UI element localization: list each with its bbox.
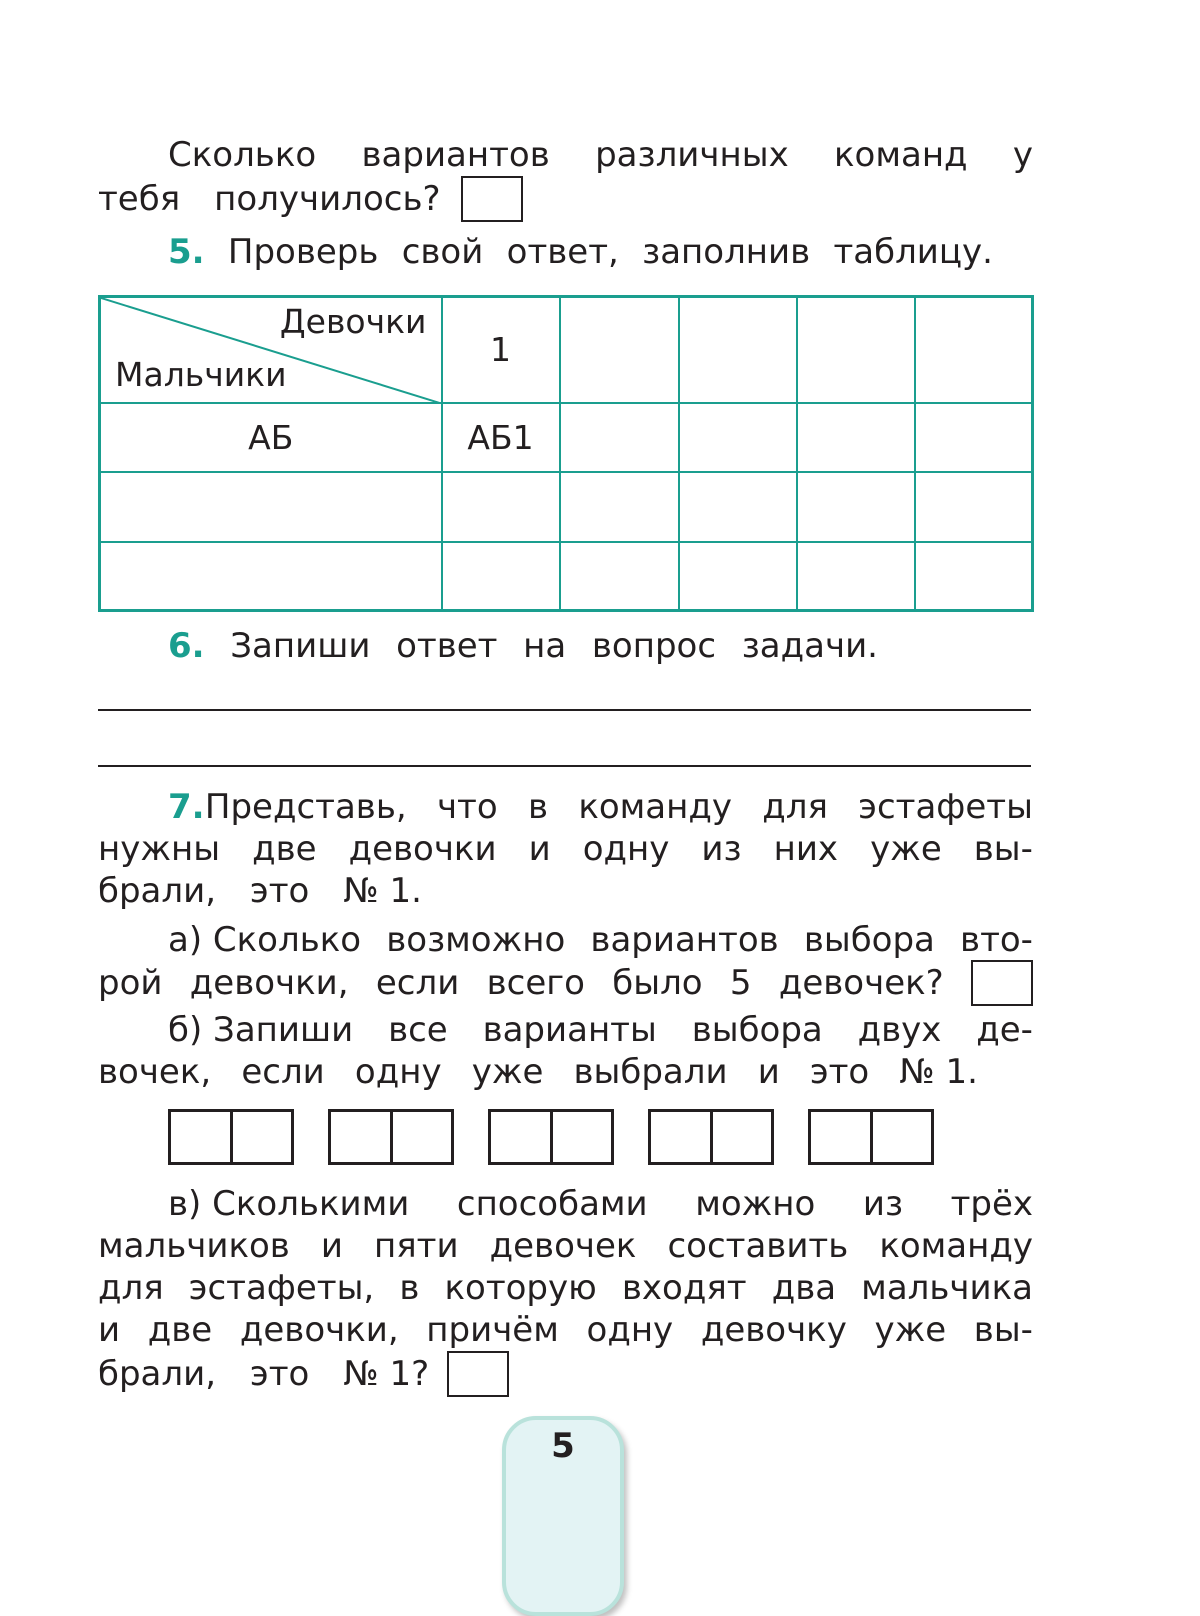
word: Проверь	[227, 232, 379, 272]
table-cell[interactable]	[442, 542, 560, 611]
word: вто-	[960, 920, 1033, 960]
word: 5	[729, 963, 752, 1003]
word: № 1.	[343, 871, 422, 911]
word: вы-	[973, 829, 1033, 869]
table-cell[interactable]	[442, 472, 560, 542]
word: выбрали	[573, 1052, 728, 1092]
word: способами	[456, 1184, 648, 1224]
table-row	[100, 542, 1033, 611]
word: это	[250, 871, 310, 911]
word: девочки,	[239, 1310, 399, 1350]
table-cell[interactable]	[100, 472, 442, 542]
word: де-	[976, 1010, 1033, 1050]
task7b-line-1	[98, 1009, 1033, 1051]
word: это	[250, 1354, 310, 1394]
table-cell[interactable]	[797, 542, 915, 611]
word: уже	[874, 1310, 947, 1350]
word: на	[523, 626, 567, 666]
task6-line	[98, 625, 878, 667]
table-cell[interactable]	[915, 542, 1033, 611]
word: команд	[834, 135, 968, 175]
word: Представь,	[204, 787, 407, 827]
word: а) Сколько	[168, 920, 362, 960]
word: задачи.	[741, 626, 878, 666]
word: что	[436, 787, 498, 827]
table-header-cell[interactable]	[797, 297, 915, 403]
word: одну	[586, 1310, 674, 1350]
word: это	[809, 1052, 870, 1092]
word: № 1.	[899, 1052, 978, 1092]
word: из	[701, 829, 742, 869]
answer-box-teams[interactable]	[447, 1351, 509, 1397]
word: вариантов	[590, 920, 779, 960]
task7-line-1	[98, 786, 1033, 828]
page-number-tab	[502, 1416, 624, 1616]
word: для	[762, 787, 828, 827]
table-header-cell[interactable]	[679, 297, 797, 403]
word: вариантов	[361, 135, 550, 175]
pair-box[interactable]	[328, 1109, 454, 1165]
table-cell[interactable]	[560, 542, 679, 611]
task7c-line-3	[98, 1267, 1033, 1309]
task7c-line-1	[98, 1183, 1033, 1225]
word: причём	[426, 1310, 559, 1350]
page-number: 5	[551, 1426, 575, 1466]
word: вочек,	[98, 1052, 212, 1092]
word: различных	[595, 135, 789, 175]
word: если	[241, 1052, 325, 1092]
word: два	[771, 1268, 837, 1308]
word: всего	[486, 963, 585, 1003]
word: мальчика	[861, 1268, 1033, 1308]
word: ответ	[396, 626, 498, 666]
word: команду	[879, 1226, 1033, 1266]
word: одну	[582, 829, 670, 869]
word: можно	[695, 1184, 816, 1224]
table-header-cell[interactable]: 1	[442, 297, 560, 403]
table-cell[interactable]: АБ	[100, 403, 442, 472]
word: них	[773, 829, 839, 869]
table-header-cell[interactable]	[915, 297, 1033, 403]
table-corner-cell	[100, 297, 442, 403]
word: Сколько	[168, 135, 317, 175]
word: эстафеты	[858, 787, 1033, 827]
task6-number: 6.	[168, 626, 205, 666]
task7-line-3	[98, 870, 1033, 912]
word: и	[757, 1052, 780, 1092]
word: заполнив	[642, 232, 811, 272]
word: входят	[621, 1268, 747, 1308]
word: в	[527, 787, 549, 827]
word: эстафеты,	[188, 1268, 375, 1308]
word: составить	[667, 1226, 849, 1266]
word: выбора	[691, 1010, 823, 1050]
word: девочку	[700, 1310, 847, 1350]
table-cell[interactable]	[679, 542, 797, 611]
task7-line-2	[98, 828, 1033, 870]
table-header-row	[100, 297, 1033, 403]
intro-line-2	[98, 176, 1033, 222]
task7c-line-2	[98, 1225, 1033, 1267]
word: б) Запиши	[168, 1010, 354, 1050]
table-cell[interactable]	[797, 472, 915, 542]
table-cell[interactable]: АБ1	[442, 403, 560, 472]
word: если	[375, 963, 460, 1003]
word: и	[98, 1310, 121, 1350]
word: которую	[444, 1268, 597, 1308]
word: из	[862, 1184, 904, 1224]
table-header-cell[interactable]	[560, 297, 679, 403]
word: и	[528, 829, 551, 869]
word: брали,	[98, 871, 217, 911]
table-cell[interactable]	[679, 403, 797, 472]
answer-write-line[interactable]	[98, 765, 1031, 767]
task5-line	[98, 231, 993, 273]
task7a-line-2	[98, 960, 1033, 1006]
word: девочек?	[778, 963, 944, 1003]
word: рой	[98, 963, 163, 1003]
word: в) Сколькими	[168, 1184, 410, 1224]
word: мальчиков	[98, 1226, 290, 1266]
task7-number: 7.	[168, 787, 205, 827]
word: нужны	[98, 829, 221, 869]
word: вы-	[973, 1310, 1033, 1350]
table-cell[interactable]	[915, 403, 1033, 472]
table-cell[interactable]	[560, 472, 679, 542]
word: команду	[578, 787, 732, 827]
intro-line-1	[98, 134, 1033, 176]
word: двух	[857, 1010, 942, 1050]
check-table	[98, 295, 1034, 612]
pair-box[interactable]	[808, 1109, 934, 1165]
corner-label-girls: Девочки	[279, 302, 427, 341]
word: девочки,	[189, 963, 349, 1003]
word: и	[320, 1226, 343, 1266]
word: девочек	[489, 1226, 637, 1266]
word: одну	[354, 1052, 442, 1092]
word: ответ,	[506, 232, 619, 272]
pair-box[interactable]	[168, 1109, 294, 1165]
word: уже	[471, 1052, 544, 1092]
word: у	[1012, 135, 1033, 175]
word: пяти	[374, 1226, 459, 1266]
word: уже	[870, 829, 942, 869]
word: две	[147, 1310, 213, 1350]
word: было	[612, 963, 703, 1003]
task7c-line-5	[98, 1351, 1033, 1397]
word: девочки	[348, 829, 497, 869]
answer-box-second-girl[interactable]	[971, 960, 1033, 1006]
corner-label-boys: Мальчики	[115, 354, 287, 394]
answer-box-variants[interactable]	[461, 176, 523, 222]
table-cell[interactable]	[797, 403, 915, 472]
table-row	[100, 472, 1033, 542]
word: две	[252, 829, 317, 869]
pair-box[interactable]	[648, 1109, 774, 1165]
word: таблицу.	[833, 232, 993, 272]
word: варианты	[482, 1010, 657, 1050]
table-cell[interactable]	[560, 403, 679, 472]
word: брали,	[98, 1354, 217, 1394]
word: возможно	[386, 920, 566, 960]
word: № 1?	[343, 1354, 430, 1394]
task7c-line-4	[98, 1309, 1033, 1351]
word: все	[388, 1010, 448, 1050]
table-cell[interactable]	[915, 472, 1033, 542]
table-cell[interactable]	[679, 472, 797, 542]
word: выбора	[803, 920, 935, 960]
table-row	[100, 403, 1033, 472]
word: в	[399, 1268, 420, 1308]
word: тебя	[98, 179, 181, 219]
word: вопрос	[591, 626, 717, 666]
task7b-line-2	[98, 1051, 978, 1093]
word: трёх	[950, 1184, 1033, 1224]
pair-box[interactable]	[488, 1109, 614, 1165]
word: для	[98, 1268, 164, 1308]
word: Запиши	[230, 626, 371, 666]
word: получилось?	[214, 179, 441, 219]
task7a-line-1	[98, 919, 1033, 961]
task5-number: 5.	[168, 232, 205, 272]
table-cell[interactable]	[100, 542, 442, 611]
answer-write-line[interactable]	[98, 709, 1031, 711]
word: свой	[401, 232, 484, 272]
